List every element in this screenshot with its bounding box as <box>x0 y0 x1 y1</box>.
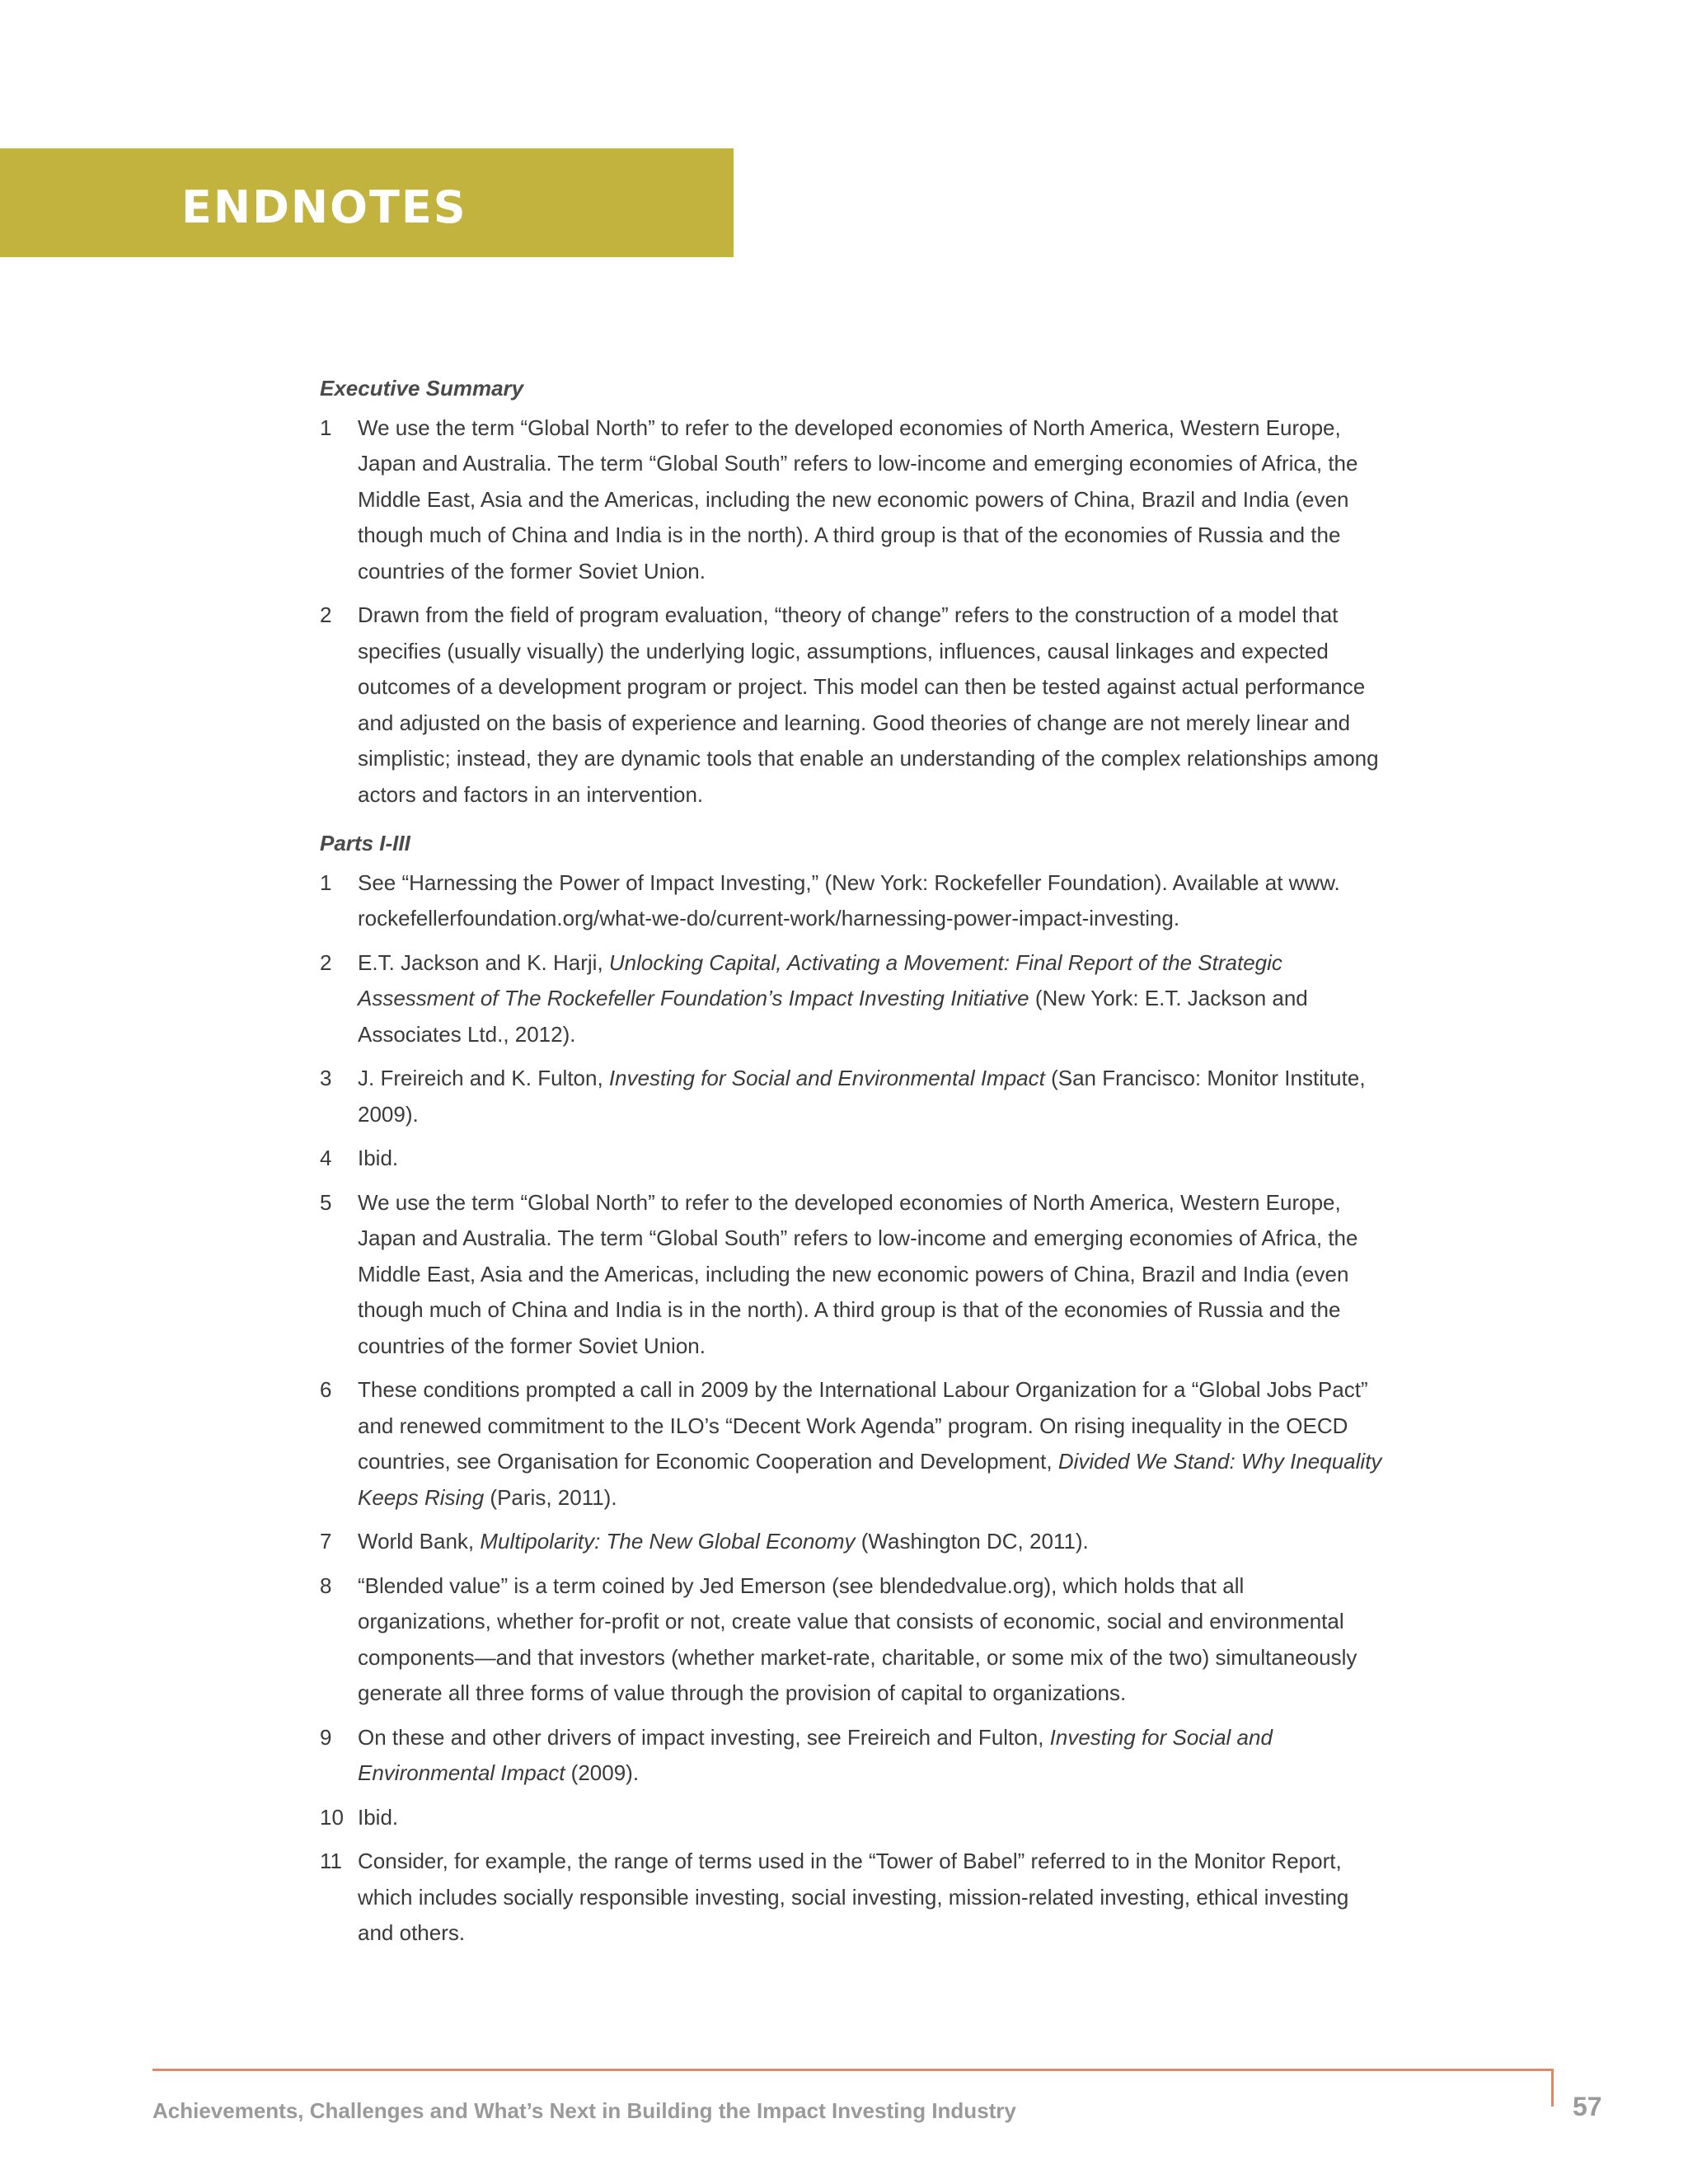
endnote-item <box>320 1800 1383 1836</box>
footer-title: Achievements, Challenges and What’s Next in Building the Impact Investing Industry <box>152 2098 1016 2123</box>
footer-rule-tick <box>1551 2069 1554 2107</box>
endnote-text-run: E.T. Jackson and K. Harji, <box>358 949 609 975</box>
endnote-text-run: We use the term “Global North” to refer to the developed economies of North America, Western Europe, Japan and Australia. The term “Global South” refers to low-income and emerging economies of Africa, the Middle East, Asia and the Americas, including the new economic powers of China, Brazil and India (even though much of China and India is in the north). A third group is that of the economies of Russia and the countries of the former Soviet Union. <box>358 415 1358 583</box>
endnote-title-italic: Investing for Social and Environmental Impact <box>358 1724 1273 1785</box>
section-heading: Executive Summary <box>320 376 524 401</box>
endnote-text-run: World Bank, <box>358 1529 481 1554</box>
endnote-text <box>358 1524 1383 1560</box>
endnotes-banner <box>0 148 734 257</box>
endnote-number: 2 <box>320 949 332 975</box>
endnote-text-run: These conditions prompted a call in 2009 by the International Labour Organization for a “Global Jobs Pact” and renewed commitment to the ILO’s “Decent Work Agenda” program. On rising inequality in the OECD countries, see Organisation for Economic Cooperation and Development, <box>358 1377 1368 1474</box>
endnote-text <box>358 598 1383 813</box>
endnote-text <box>358 865 1383 937</box>
endnote-text <box>358 1141 1383 1177</box>
endnote-text <box>358 945 1383 1053</box>
endnote-number: 5 <box>320 1189 332 1215</box>
endnote-number: 2 <box>320 602 332 627</box>
endnote-item <box>320 1372 1383 1516</box>
endnote-text-run: Drawn from the field of program evaluation, “theory of change” refers to the construction of a model that specifies (usually visually) the underlying logic, assumptions, influences, causal linkages and expected outcomes of a development program or project. This model can then be tested against actual performance and adjusted on the basis of experience and learning. Good theories of change are not merely linear and simplistic; instead, they are dynamic tools that enable an understanding of the complex relationships among actors and factors in an intervention. <box>358 602 1379 807</box>
endnote-item <box>320 1524 1383 1560</box>
endnote-number: 1 <box>320 415 332 440</box>
endnotes-content <box>320 371 1383 1965</box>
endnote-text <box>358 1061 1383 1132</box>
page-title: ENDNOTES <box>181 181 467 233</box>
endnote-text-run: (2009). <box>565 1760 640 1785</box>
endnote-title-italic: Investing for Social and Environmental Impact <box>608 1066 1045 1090</box>
endnote-number: 4 <box>320 1146 332 1170</box>
endnote-title-italic: Unlocking Capital, Activating a Movement: Final Report of the Strategic Assessment of The Rockefeller Foundation’s Impact Investing Initiative <box>358 949 1282 1010</box>
endnote-text-run: “Blended value” is a term coined by Jed Emerson (see blendedvalue.org), which holds that all organizations, whether for-profit or not, create value that consists of economic, social and environmental components—and that investors (whether market-rate, charitable, or some mix of the two) simultaneously generate all three forms of value through the provision of capital to organizations. <box>358 1572 1357 1705</box>
endnote-item <box>320 1720 1383 1792</box>
endnote-text <box>358 410 1383 590</box>
endnote-text-run: Consider, for example, the range of terms used in the “Tower of Babel” referred to in the Monitor Report, which includes socially responsible investing, social investing, mission-related investing, ethical investing and others. <box>358 1849 1349 1945</box>
endnote-text <box>358 1720 1383 1792</box>
endnote-text <box>358 1844 1383 1952</box>
endnote-item <box>320 1061 1383 1132</box>
endnote-number: 8 <box>320 1572 332 1598</box>
endnote-text-run: Ibid. <box>358 1146 399 1170</box>
endnote-item <box>320 945 1383 1053</box>
endnote-text-run: (New York: E.T. Jackson and Associates Ltd., 2012). <box>358 986 1308 1047</box>
page-number: 57 <box>1573 2092 1602 2121</box>
endnote-item <box>320 1141 1383 1177</box>
endnote-text <box>358 1800 1383 1836</box>
endnote-text-run: We use the term “Global North” to refer to the developed economies of North America, Western Europe, Japan and Australia. The term “Global South” refers to low-income and emerging economies of Africa, the Middle East, Asia and the Americas, including the new economic powers of China, Brazil and India (even though much of China and India is in the north). A third group is that of the economies of Russia and the countries of the former Soviet Union. <box>358 1189 1358 1358</box>
endnote-text <box>358 1372 1383 1516</box>
endnote-title-italic: Multipolarity: The New Global Economy <box>480 1529 856 1554</box>
endnote-text-run: See “Harnessing the Power of Impact Investing,” (New York: Rockefeller Foundation). Available at www. rockefellerfoundation.org/what-we-do/current-work/harnessing-power-impact-investing. <box>358 869 1340 930</box>
endnote-number: 7 <box>320 1529 332 1554</box>
endnote-title-italic: Divided We Stand: Why Inequality Keeps Rising <box>358 1449 1382 1510</box>
endnote-number: 6 <box>320 1377 332 1402</box>
endnote-text-run: (San Francisco: Monitor Institute, 2009). <box>358 1066 1366 1127</box>
endnote-number: 10 <box>320 1804 344 1830</box>
endnote-item <box>320 1568 1383 1712</box>
endnote-text-run: On these and other drivers of impact investing, see Freireich and Fulton, <box>358 1724 1050 1750</box>
endnote-number: 1 <box>320 869 332 895</box>
endnote-item <box>320 1844 1383 1952</box>
endnote-text-run: Ibid. <box>358 1804 399 1830</box>
section-heading: Parts I-III <box>320 831 410 855</box>
endnote-text-run: (Paris, 2011). <box>484 1484 617 1510</box>
endnote-text <box>358 1568 1383 1712</box>
endnote-text-run: (Washington DC, 2011). <box>855 1529 1089 1554</box>
endnote-item <box>320 598 1383 813</box>
endnote-item <box>320 410 1383 590</box>
endnote-item <box>320 1185 1383 1365</box>
endnote-number: 11 <box>320 1849 342 1873</box>
endnote-item <box>320 865 1383 937</box>
endnote-text-run: J. Freireich and K. Fulton, <box>358 1066 609 1090</box>
footer-rule <box>152 2069 1554 2071</box>
endnote-number: 3 <box>320 1066 332 1090</box>
endnote-text <box>358 1185 1383 1365</box>
endnote-number: 9 <box>320 1724 332 1750</box>
